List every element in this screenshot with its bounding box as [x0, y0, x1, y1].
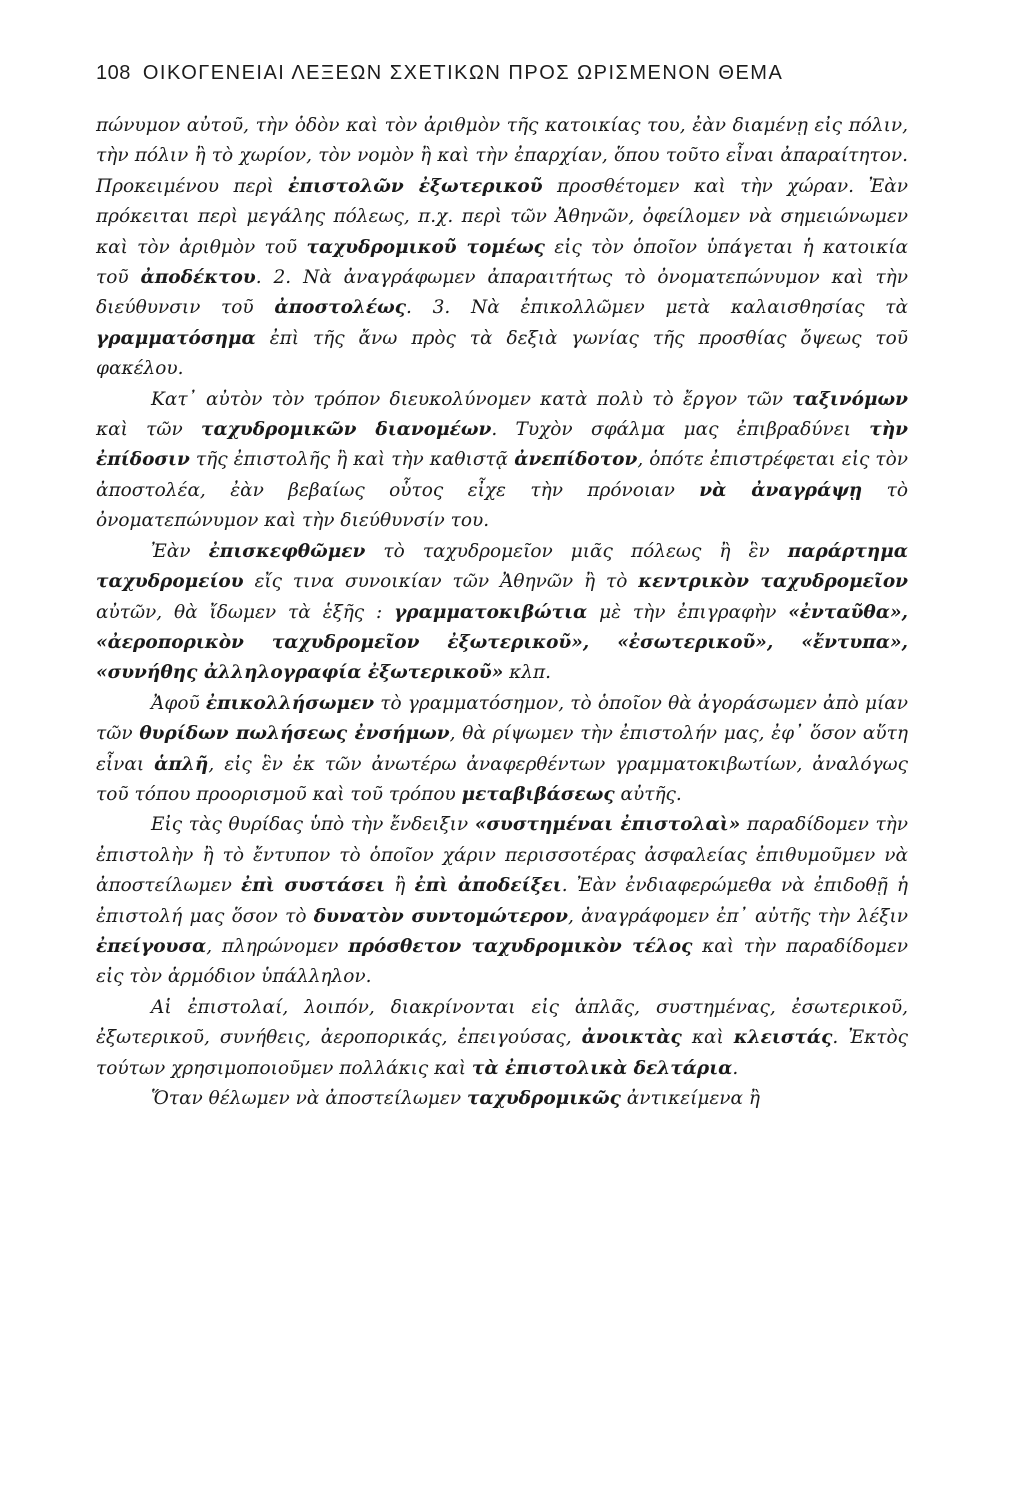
emphasized-text: ἁπλῆ: [154, 753, 209, 775]
text-run: , ὁπότε ἐπιστρέφεται εἰς τὸν ἀποστολέα, ἐὰν βεβαίως οὗτος εἶχε τὴν πρόνοιαν: [96, 449, 908, 501]
emphasized-text: ταχυδρομικῶς: [466, 1088, 621, 1109]
emphasized-text: τὴν ἐπίδοσιν: [96, 419, 908, 471]
emphasized-text: ἐπὶ ἀποδείξει: [414, 875, 562, 897]
text-run: ἢ: [385, 875, 415, 897]
text-run: . Ἐκτὸς τούτων χρησιμοποιοῦμεν πολλάκις καὶ: [96, 1027, 908, 1079]
emphasized-text: «συστημέναι ἐπιστολαὶ»: [474, 814, 741, 836]
page-number: 108: [96, 62, 131, 84]
text-run: , θὰ ρίψωμεν τὴν ἐπιστολήν μας, ἐφ᾿ ὅσον αὕτη εἶναι: [96, 723, 908, 775]
emphasized-text: γραμματόσημα: [96, 327, 256, 349]
emphasized-text: «ἐνταῦθα», «ἀεροπορικὸν ταχυδρομεῖον ἐξωτερικοῦ», «ἐσωτερικοῦ», «ἔντυπα», «συνήθης ἀλληλογραφία ἐξωτερικοῦ»: [96, 601, 908, 684]
text-run: εἴς τινα συνοικίαν τῶν Ἀθηνῶν ἢ τὸ: [243, 571, 639, 593]
emphasized-text: ἀποστολέως: [274, 297, 407, 319]
text-run: καὶ τὴν παραδίδομεν εἰς τὸν ἁρμόδιον ὑπάλληλον.: [96, 935, 909, 988]
paragraph: [96, 689, 908, 811]
text-run: . Τυχὸν σφάλμα μας ἐπιβραδύνει: [491, 419, 870, 441]
text-run: . Ἐὰν ἐνδιαφερώμεθα νὰ ἐπιδοθῇ ἡ ἐπιστολή μας ὅσον τὸ: [96, 875, 908, 927]
emphasized-text: τὰ ἐπιστολικὰ δελτάρια: [471, 1057, 733, 1079]
body-text: [96, 111, 908, 1114]
emphasized-text: παράρτημα ταχυδρομείου: [96, 540, 908, 593]
paragraph: [96, 1084, 908, 1114]
text-run: παραδίδομεν τὴν ἐπιστολὴν ἢ τὸ ἔντυπον τὸ ὁποῖον χάριν περισσοτέρας ἀσφαλείας ἐπιθυμοῦμεν νὰ ἀποστείλωμεν: [96, 814, 909, 897]
emphasized-text: νὰ ἀναγράψῃ: [699, 479, 863, 501]
text-run: . 2. Νὰ ἀναγράφωμεν ἀπαραιτήτως τὸ ὀνοματεπώνυμον καὶ τὴν διεύθυνσιν τοῦ: [96, 267, 909, 319]
text-run: τῆς ἐπιστολῆς ἢ καὶ τὴν καθιστᾷ: [189, 449, 515, 471]
text-run: Κατ᾿ αὐτὸν τὸν τρόπον διευκολύνομεν κατὰ πολὺ τὸ ἔργον τῶν: [151, 388, 793, 410]
emphasized-text: ἀποδέκτου: [140, 267, 256, 289]
text-run: Ἀφοῦ: [151, 692, 206, 714]
text-run: Ὅταν θέλωμεν νὰ ἀποστείλωμεν: [151, 1088, 467, 1109]
text-run: Αἱ ἐπιστολαί, λοιπόν, διακρίνονται εἰς ἁπλᾶς, συστημένας, ἐσωτερικοῦ, ἐξωτερικοῦ, συνήθεις, ἀεροπορικάς, ἐπειγούσας,: [96, 996, 908, 1049]
emphasized-text: ἐπὶ συστάσει: [241, 875, 386, 897]
emphasized-text: ἐπικολλήσωμεν: [205, 692, 375, 714]
text-run: Εἰς τὰς θυρίδας ὑπὸ τὴν ἔνδειξιν: [151, 814, 475, 836]
paragraph: [96, 993, 908, 1084]
emphasized-text: ἐπιστολῶν ἐξωτερικοῦ: [288, 175, 543, 197]
text-run: κλπ.: [503, 662, 552, 684]
running-head: [96, 62, 908, 85]
text-run: ἀντικείμενα ἢ: [620, 1088, 760, 1109]
paragraph: [96, 537, 908, 689]
emphasized-text: κλειστάς: [733, 1027, 833, 1049]
emphasized-text: ταχυδρομικοῦ τομέως: [306, 236, 545, 258]
text-run: ἐπὶ τῆς ἄνω πρὸς τὰ δεξιὰ γωνίας τῆς προσθίας ὄψεως τοῦ φακέλου.: [96, 327, 908, 380]
text-run: , ἀναγράφομεν ἐπ᾿ αὐτῆς τὴν λέξιν: [567, 905, 908, 927]
emphasized-text: θυρίδων πωλήσεως ἐνσήμων: [139, 723, 450, 745]
paragraph: [96, 810, 908, 992]
paragraph: [96, 385, 908, 537]
text-run: . 3. Νὰ ἐπικολλῶμεν μετὰ καλαισθησίας τὰ: [406, 297, 908, 319]
emphasized-text: κεντρικὸν ταχυδρομεῖον: [638, 571, 909, 593]
book-page: [96, 62, 908, 1114]
text-run: εἰς τὸν ὁποῖον ὑπάγεται ἡ κατοικία τοῦ: [96, 236, 908, 289]
running-title: ΟΙΚΟΓΕΝΕΙΑΙ ΛΕΞΕΩΝ ΣΧΕΤΙΚΩΝ ΠΡΟΣ ΩΡΙΣΜΕΝΟΝ ΘΕΜΑ: [142, 62, 784, 84]
text-run: πώνυμον αὐτοῦ, τὴν ὁδὸν καὶ τὸν ἀριθμὸν τῆς κατοικίας του, ἐὰν διαμένῃ εἰς πόλιν, τὴν πόλιν ἢ τὸ χωρίον, τὸν νομὸν ἢ καὶ τὴν ἐπαρχίαν, ὅπου τοῦτο εἶναι ἀπαραίτητον. Προκειμένου περὶ: [96, 115, 908, 197]
emphasized-text: δυνατὸν συντομώτερον: [313, 905, 568, 927]
emphasized-text: ἐπείγουσα: [96, 935, 207, 957]
text-run: αὐτῶν, θὰ ἴδωμεν τὰ ἑξῆς :: [96, 601, 395, 623]
emphasized-text: ἀνοικτὰς: [581, 1027, 682, 1049]
text-run: , πληρώνομεν: [206, 935, 349, 957]
text-run: Ἐὰν: [151, 540, 209, 562]
emphasized-text: ἐπισκεφθῶμεν: [208, 540, 366, 562]
text-run: αὐτῆς.: [614, 783, 682, 805]
emphasized-text: ταχυδρομικῶν διανομέων: [201, 419, 492, 441]
text-run: , εἰς ἓν ἐκ τῶν ἀνωτέρω ἀναφερθέντων γραμματοκιβωτίων, ἀναλόγως τοῦ τόπου προορισμοῦ καὶ τοῦ τρόπου: [96, 753, 908, 805]
emphasized-text: ἀνεπίδοτον: [514, 449, 638, 471]
text-run: τὸ ταχυδρομεῖον μιᾶς πόλεως ἢ ἓν: [365, 540, 788, 562]
text-run: καὶ τῶν: [96, 419, 202, 441]
text-run: προσθέτομεν καὶ τὴν χώραν. Ἐὰν πρόκειται περὶ μεγάλης πόλεως, π.χ. περὶ τῶν Ἀθηνῶν, ὀφείλομεν νὰ σημειώνωμεν καὶ τὸν ἀριθμὸν τοῦ: [96, 175, 908, 258]
text-run: μὲ τὴν ἐπιγραφὴν: [587, 601, 789, 623]
emphasized-text: πρόσθετον ταχυδρομικὸν τέλος: [348, 935, 693, 957]
text-run: τὸ γραμματόσημον, τὸ ὁποῖον θὰ ἀγοράσωμεν ἀπὸ μίαν τῶν: [96, 692, 908, 745]
emphasized-text: ταξινόμων: [792, 388, 908, 410]
text-run: τὸ ὀνοματεπώνυμον καὶ τὴν διεύθυνσίν του.: [96, 479, 908, 532]
emphasized-text: γραμματοκιβώτια: [394, 601, 588, 623]
text-run: .: [732, 1057, 739, 1079]
text-run: καὶ: [681, 1027, 734, 1049]
emphasized-text: μεταβιβάσεως: [461, 783, 615, 805]
paragraph: [96, 111, 908, 385]
